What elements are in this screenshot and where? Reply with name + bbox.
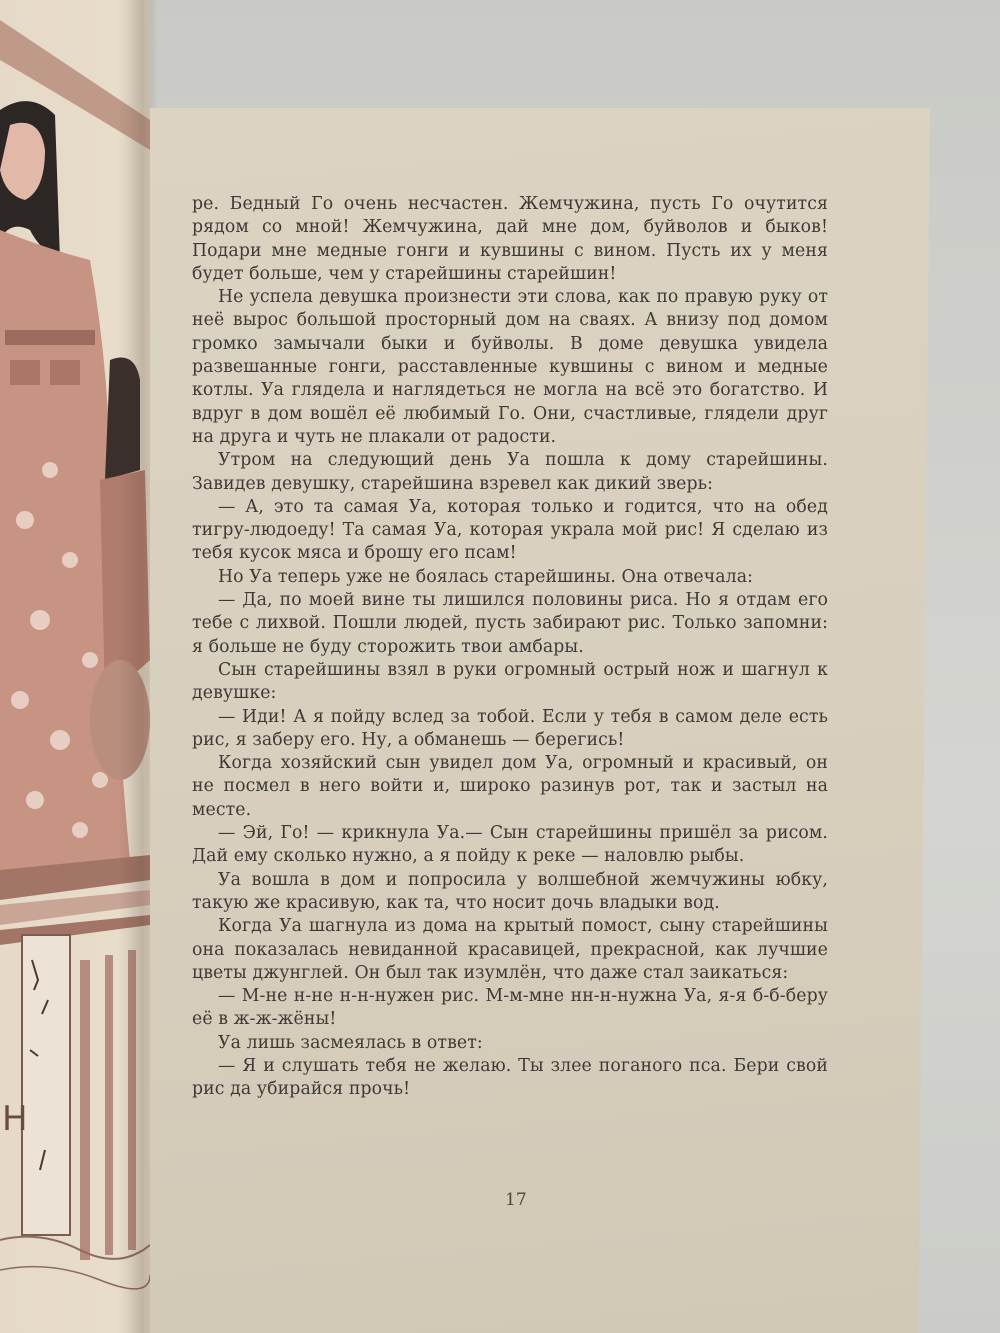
paragraph: — А, это та самая Уа, которая только и годится, что на обед тигру-людоеду! Та самая Уа, которая украла мой рис! Я сделаю из тебя кусок мяса и брошу его псам!: [192, 496, 828, 564]
paragraph: Уа лишь засмеялась в ответ:: [218, 1032, 483, 1053]
paragraph: Утром на следующий день Уа пошла к дому старейшины. Завидев девушку, старейшина взревел как дикий зверь:: [192, 450, 828, 494]
paragraph: Не успела девушка произнести эти слова, как по правую руку от неё вырос большой просторный дом на сваях. А внизу под домом громко замычали быки и буйволы. В доме девушка увидела развешанные гонги, расставленные кувшины с вином и медные котлы. Уа глядела и наглядеться не могла на всё это богатство. И вдруг в дом вошёл её любимый Го. Они, счастливые, глядели друг на друга и чуть не плакали от радости.: [192, 287, 828, 447]
paragraph: ре. Бедный Го очень несчастен. Жемчужина, пусть Го очутится рядом со мной! Жемчужина, дай мне дом, буйволов и быков! Подари мне медные гонги и кувшины с вином. Пусть их у меня будет больше, чем у старейшины старейшин!: [192, 194, 828, 284]
paragraph: Уа вошла в дом и попросила у волшебной жемчужины юбку, такую же красивую, как та, что носит дочь владыки вод.: [192, 869, 828, 913]
paragraph: Но Уа теперь уже не боялась старейшины. Она отвечала:: [218, 566, 754, 587]
paragraph: — Иди! А я пойду вслед за тобой. Если у тебя в самом деле есть рис, я заберу его. Ну, а обманешь — берегись!: [192, 706, 828, 750]
paragraph: — Да, по моей вине ты лишился половины риса. Но я отдам его тебе с лихвой. Пошли людей, пусть забирают рис. Только запомни: я больше не буду сторожить твои амбары.: [192, 590, 828, 657]
paragraph: — Эй, Го! — крикнула Уа.— Сын старейшины пришёл за рисом. Дай ему сколько нужно, а я пойду к реке — наловлю рыбы.: [192, 823, 828, 867]
page-number: 17: [505, 1190, 527, 1210]
paragraph: — М-не н-не н-н-нужен рис. М-м-мне нн-н-нужна Уа, я-я б-б-беру её в ж-ж-жёны!: [192, 986, 828, 1030]
paragraph: Когда Уа шагнула из дома на крытый помост, сыну старейшины она показалась невиданной красавицей, прекрасной, как лучшие цветы джунглей. Он был так изумлён, что даже стал заикаться:: [192, 916, 828, 983]
story-text: [192, 193, 828, 1102]
signpost-glyph: Н: [2, 1099, 28, 1139]
paragraph: Сын старейшины взял в руки огромный острый нож и шагнул к девушке:: [192, 659, 828, 704]
paragraph: Когда хозяйский сын увидел дом Уа, огромный и красивый, он не посмел в него войти и, широко разинув рот, так и застыл на месте.: [192, 753, 828, 820]
paragraph: — Я и слушать тебя не желаю. Ты злее поганого пса. Бери свой рис да убирайся прочь!: [192, 1055, 828, 1100]
